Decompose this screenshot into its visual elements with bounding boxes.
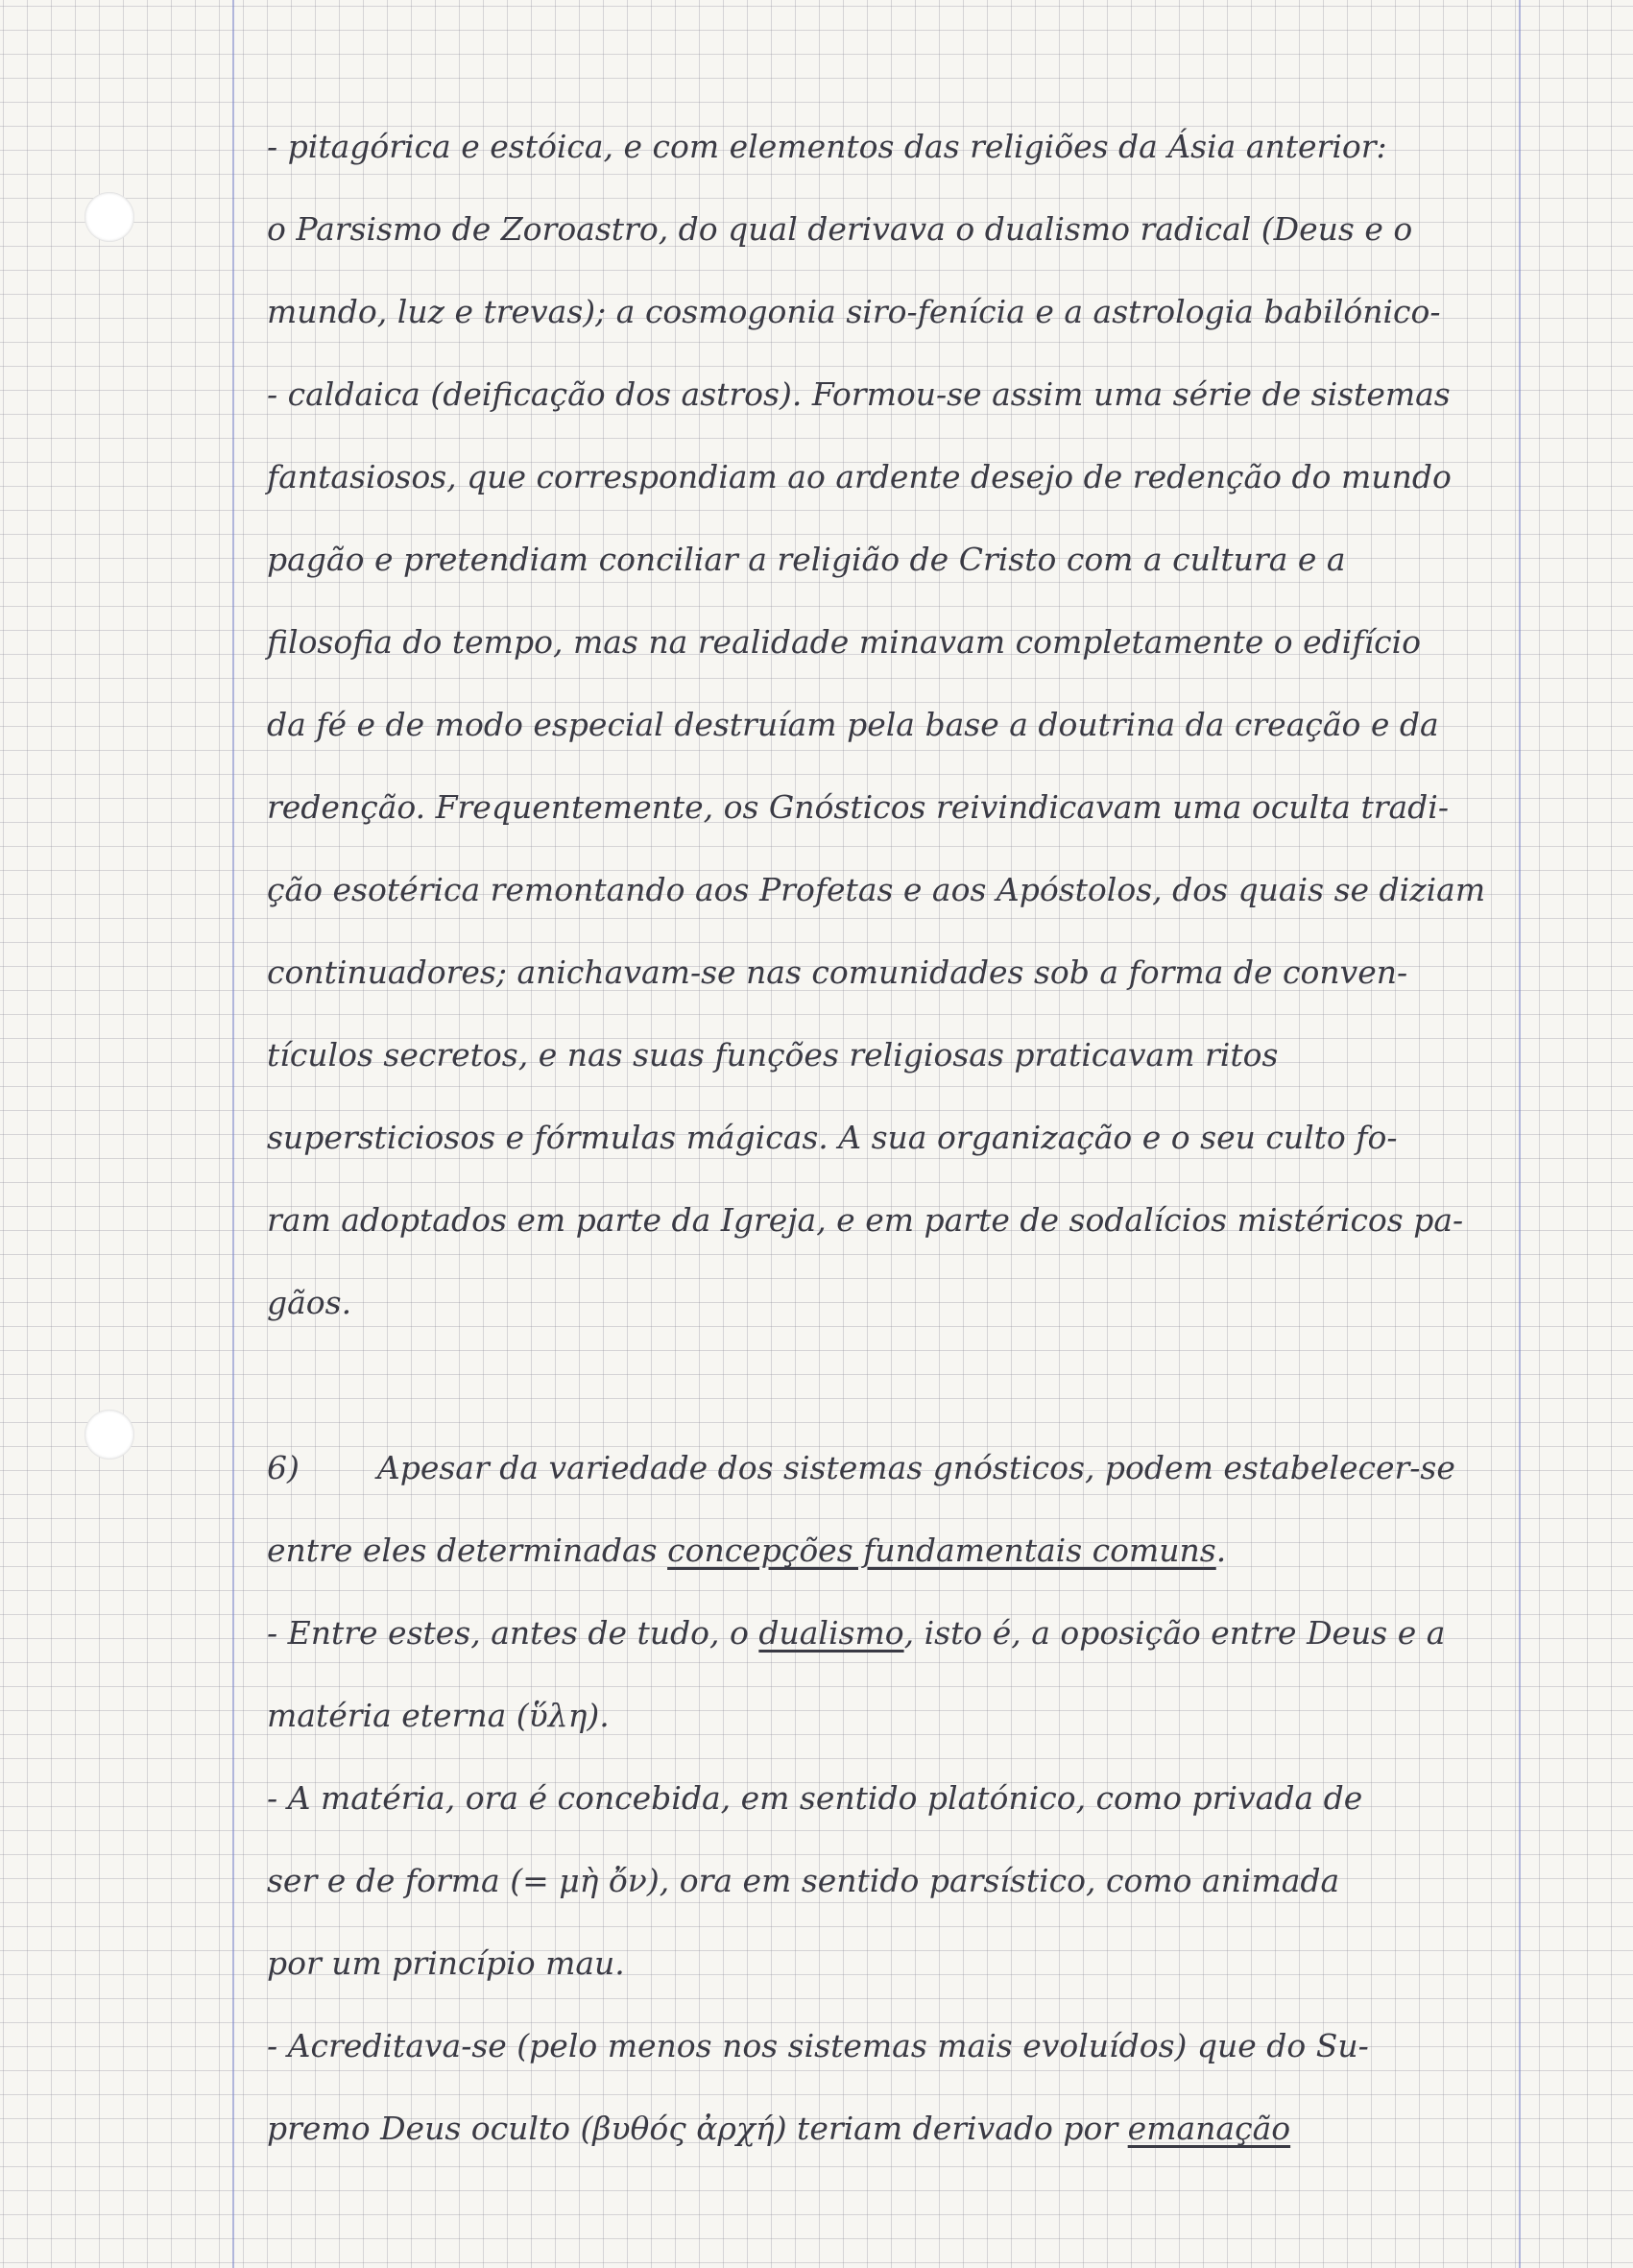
text-line: tículos secretos, e nas suas funções religiosas praticavam ritos	[267, 1036, 1279, 1074]
text-line: matéria eterna (ὕλη).	[267, 1697, 610, 1734]
text-line: redenção. Frequentemente, os Gnósticos reivindicavam uma oculta tradi-	[267, 788, 1450, 826]
underlined-phrase: emanação	[1127, 2110, 1291, 2147]
text-line: pagão e pretendiam conciliar a religião de Cristo com a cultura e a	[267, 541, 1346, 578]
blank-line	[267, 1344, 1515, 1427]
text-line: mundo, luz e trevas); a cosmogonia siro-fenícia e a astrologia babilónico-	[267, 293, 1441, 330]
text-line: ram adoptados em parte da Igreja, e em parte de sodalícios mistéricos pa-	[267, 1201, 1464, 1239]
handwritten-text	[267, 106, 1515, 2170]
text-span: Apesar da variedade dos sistemas gnósticos, podem estabelecer-se	[376, 1449, 1455, 1486]
text-span: - Entre estes, antes de tudo, o	[267, 1614, 759, 1652]
text-line: da fé e de modo especial destruíam pela base a doutrina da creação e da	[267, 706, 1439, 743]
text-line: fantasiosos, que correspondiam ao ardente desejo de redenção do mundo	[267, 458, 1452, 495]
section-number: 6)	[267, 1449, 300, 1486]
text-line: por um princípio mau.	[267, 1944, 625, 1982]
text-line: o Parsismo de Zoroastro, do qual derivava o dualismo radical (Deus e o	[267, 210, 1413, 248]
text-line	[267, 1592, 1515, 1675]
text-span: premo Deus oculto (βυθός ἀρχή) teriam derivado por	[267, 2110, 1128, 2147]
text-span: entre eles determinadas	[267, 1532, 668, 1569]
right-margin-line	[1519, 0, 1521, 2268]
text-line: - Acreditava-se (pelo menos nos sistemas mais evoluídos) que do Su-	[267, 2027, 1369, 2064]
text-line: gãos.	[267, 1284, 352, 1321]
text-line: ção esotérica remontando aos Profetas e aos Apóstolos, dos quais se diziam	[267, 871, 1486, 908]
text-line	[267, 1509, 1515, 1592]
punch-hole	[84, 192, 134, 242]
text-span: .	[1215, 1532, 1227, 1569]
text-line: supersticiosos e fórmulas mágicas. A sua organização e o seu culto fo-	[267, 1119, 1398, 1156]
underlined-phrase: concepções fundamentais comuns	[667, 1532, 1216, 1569]
text-line: filosofia do tempo, mas na realidade minavam completamente o edifício	[267, 623, 1422, 661]
text-line: - A matéria, ora é concebida, em sentido platónico, como privada de	[267, 1779, 1363, 1817]
text-span: , isto é, a oposição entre Deus e a	[903, 1614, 1446, 1652]
text-line: - pitagórica e estóica, e com elementos das religiões da Ásia anterior:	[267, 128, 1387, 165]
text-line	[267, 2087, 1515, 2170]
left-margin-line	[232, 0, 234, 2268]
underlined-phrase: dualismo	[758, 1614, 904, 1652]
text-line: - caldaica (deificação dos astros). Formou-se assim uma série de sistemas	[267, 375, 1451, 413]
text-line: continuadores; anichavam-se nas comunidades sob a forma de conven-	[267, 953, 1408, 991]
text-line: ser e de forma (= μὴ ὄν), ora em sentido parsístico, como animada	[267, 1862, 1340, 1899]
section-first-line	[267, 1427, 1515, 1509]
punch-hole	[84, 1410, 134, 1460]
